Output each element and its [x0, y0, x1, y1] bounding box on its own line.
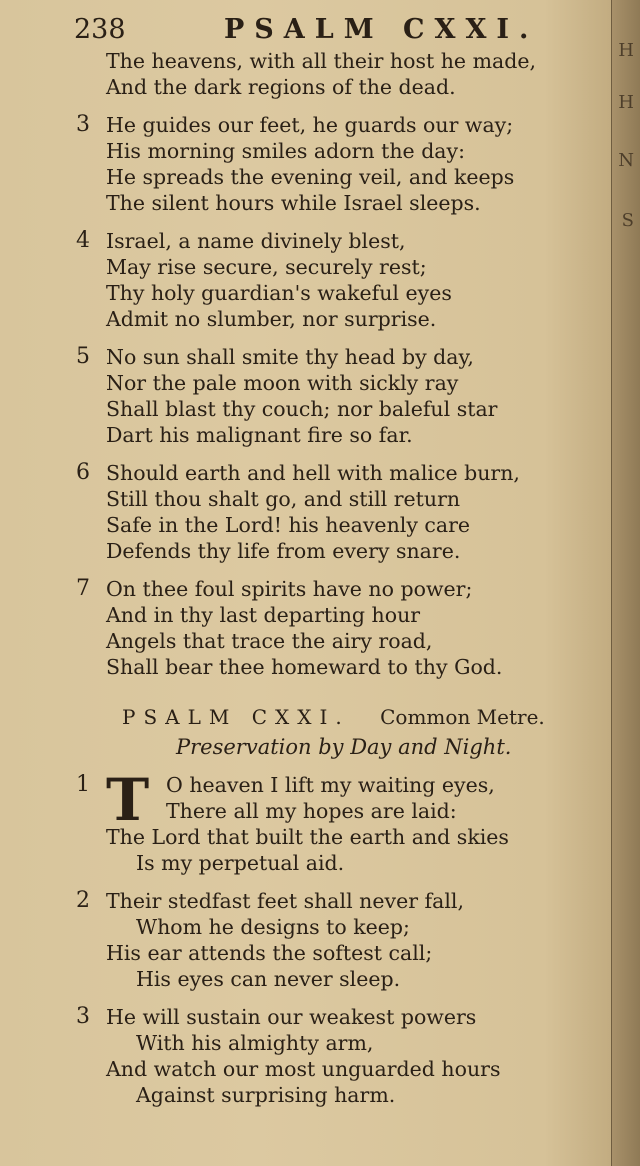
verse-line: Is my perpetual aid.: [136, 851, 345, 875]
edge-letter: H: [618, 92, 634, 113]
psalm-meter: Common Metre.: [380, 705, 545, 729]
running-head: PSALM CXXI.: [224, 14, 539, 45]
verse-line: He guides our feet, he guards our way;: [106, 113, 514, 137]
verse-line: Israel, a name divinely blest,: [106, 229, 406, 253]
stanza-5: [76, 344, 576, 448]
stanza-continuation: [76, 48, 576, 100]
stanza-3: [76, 112, 576, 216]
verse-line: Admit no slumber, nor surprise.: [106, 307, 437, 331]
verse-line: Shall bear thee homeward to thy God.: [106, 655, 503, 679]
page-number: 238: [74, 14, 126, 45]
psalm-subtitle: Preservation by Day and Night.: [176, 735, 512, 759]
verse-line: And watch our most unguarded hours: [106, 1057, 501, 1081]
stanza-7: [76, 576, 576, 680]
psalm-title: PSALM CXXI.: [122, 705, 350, 729]
stanza-number: 1: [76, 772, 90, 797]
verse-line: Defends thy life from every snare.: [106, 539, 461, 563]
verse-line: Shall blast thy couch; nor baleful star: [106, 397, 498, 421]
verse-line: His morning smiles adorn the day:: [106, 139, 466, 163]
stanza-1: [76, 766, 576, 876]
verse-line: His eyes can never sleep.: [136, 967, 401, 991]
verse-line: And in thy last departing hour: [106, 603, 421, 627]
stanza-number: 6: [76, 460, 90, 485]
stanza-number: 7: [76, 576, 90, 601]
stanza-number: 5: [76, 344, 90, 369]
edge-letter: H: [618, 40, 634, 61]
verse-line: With his almighty arm,: [136, 1031, 374, 1055]
psalm-heading: [76, 702, 576, 732]
verse-line: Angels that trace the airy road,: [106, 629, 433, 653]
psalm-text: [76, 48, 576, 1120]
facing-page-edge: [611, 0, 640, 1166]
verse-line: On thee foul spirits have no power;: [106, 577, 473, 601]
stanza-number: 3: [76, 1004, 90, 1029]
verse-line: Their stedfast feet shall never fall,: [106, 889, 464, 913]
verse-line: May rise secure, securely rest;: [106, 255, 427, 279]
verse-line: Whom he designs to keep;: [136, 915, 410, 939]
verse-line: He will sustain our weakest powers: [106, 1005, 477, 1029]
verse-line: Against surprising harm.: [136, 1083, 396, 1107]
verse-line: He spreads the evening veil, and keeps: [106, 165, 515, 189]
verse-line: The silent hours while Israel sleeps.: [106, 191, 481, 215]
verse-line: Safe in the Lord! his heavenly care: [106, 513, 471, 537]
edge-letter: N: [618, 150, 634, 171]
stanza-number: 2: [76, 888, 90, 913]
edge-letter: S: [621, 210, 634, 231]
stanza-3b: [76, 1004, 576, 1108]
page-header: [74, 14, 574, 50]
stanza-6: [76, 460, 576, 564]
verse-line: Nor the pale moon with sickly ray: [106, 371, 459, 395]
verse-line: There all my hopes are laid:: [166, 799, 457, 823]
stanza-2: [76, 888, 576, 992]
verse-line: Thy holy guardian's wakeful eyes: [106, 281, 452, 305]
verse-line: Still thou shalt go, and still return: [106, 487, 461, 511]
stanza-4: [76, 228, 576, 332]
stanza-number: 3: [76, 112, 90, 137]
verse-line: O heaven I lift my waiting eyes,: [166, 773, 495, 797]
verse-line: Should earth and hell with malice burn,: [106, 461, 520, 485]
verse-line: The Lord that built the earth and skies: [106, 825, 509, 849]
drop-cap: T: [106, 766, 150, 834]
stanza-number: 4: [76, 228, 90, 253]
verse-line: And the dark regions of the dead.: [106, 75, 456, 99]
verse-line: Dart his malignant fire so far.: [106, 423, 413, 447]
verse-line: No sun shall smite thy head by day,: [106, 345, 474, 369]
verse-line: His ear attends the softest call;: [106, 941, 433, 965]
verse-line: The heavens, with all their host he made,: [106, 49, 537, 73]
